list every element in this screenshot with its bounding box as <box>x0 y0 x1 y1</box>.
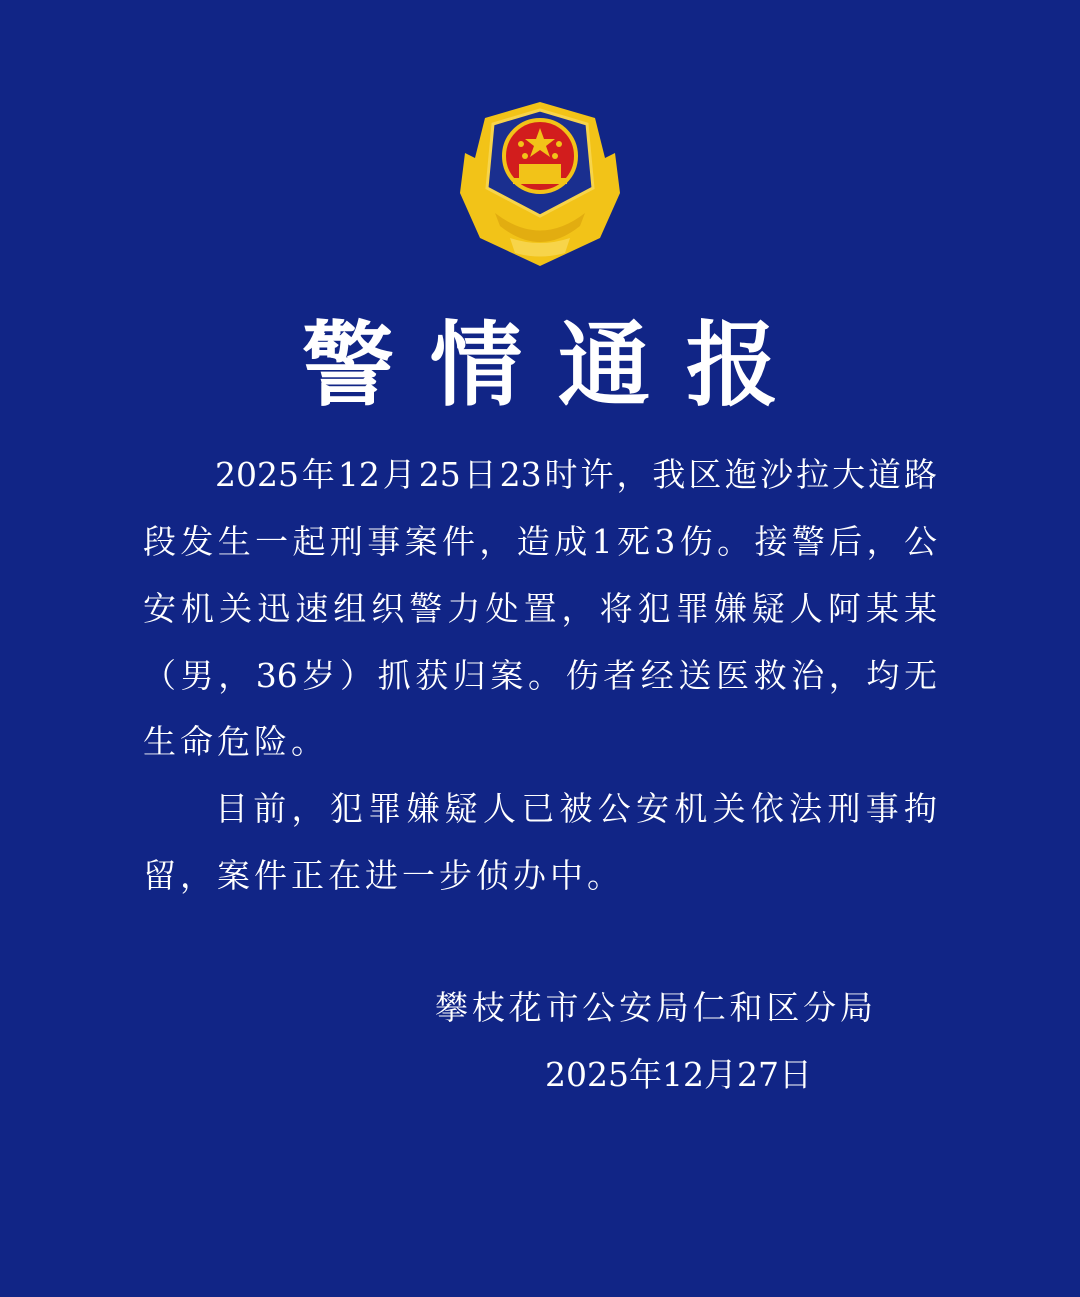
paragraph1-line: 安机关迅速组织警力处置，将犯罪嫌疑人阿某某 <box>143 589 937 628</box>
police-emblem-icon <box>455 98 625 270</box>
issue-date: 2025年12月27日 <box>545 1055 812 1094</box>
notice-title: 警情通报 <box>301 311 814 419</box>
issuer: 攀枝花市公安局仁和区分局 <box>435 988 873 1027</box>
paragraph1-line: 段发生一起刑事案件，造成1死3伤。接警后，公 <box>143 522 937 561</box>
paragraph1-line: 2025年12月25日23时许，我区迤沙拉大道路 <box>215 455 937 494</box>
paragraph2-line: 留，案件正在进一步侦办中。 <box>143 856 624 895</box>
paragraph1-line: （男，36岁）抓获归案。伤者经送医救治，均无 <box>143 656 937 695</box>
paragraph2-line: 目前，犯罪嫌疑人已被公安机关依法刑事拘 <box>215 789 937 828</box>
paragraph1-line: 生命危险。 <box>143 722 328 761</box>
